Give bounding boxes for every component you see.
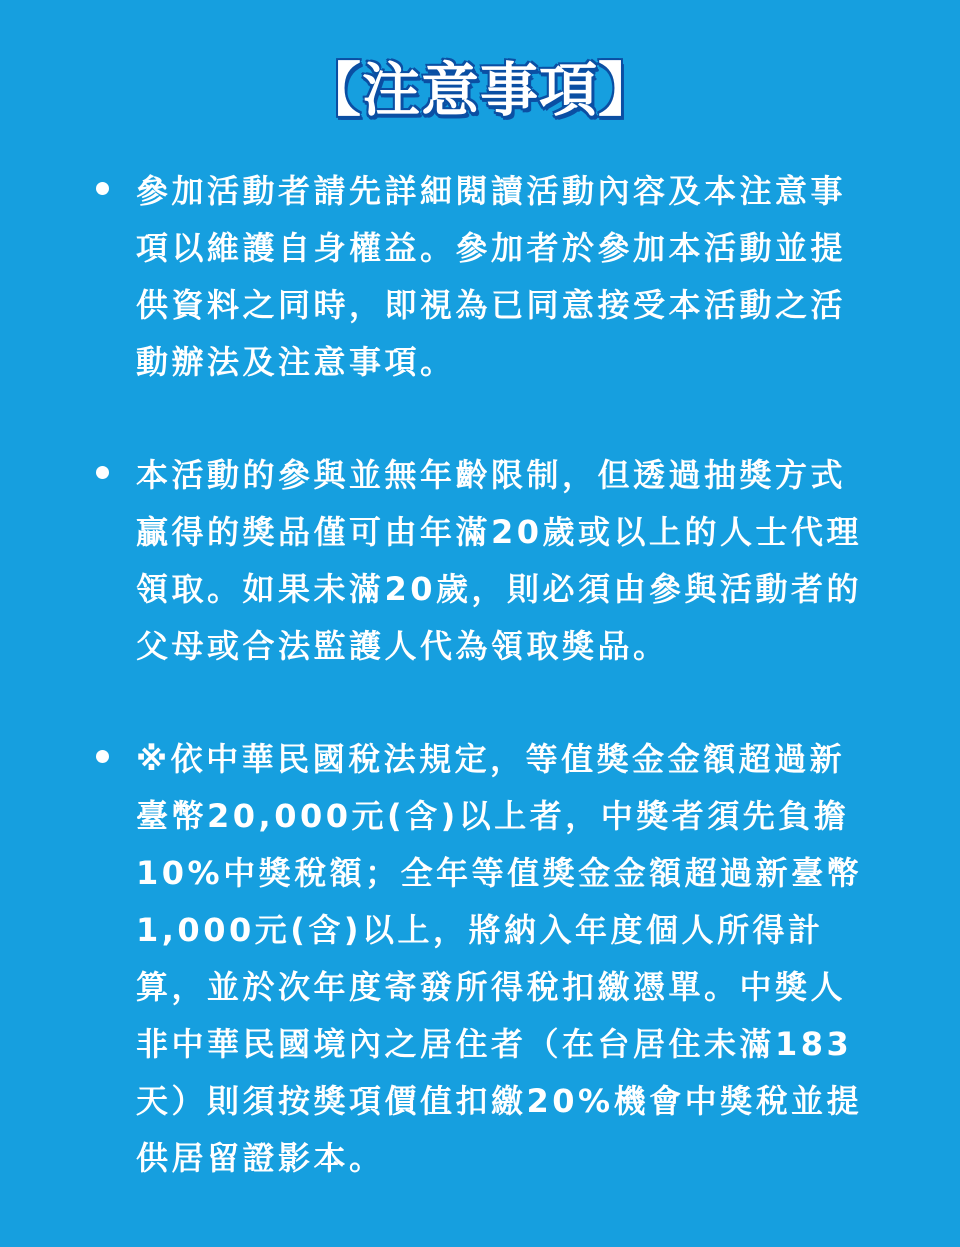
bullet-icon [96,750,109,763]
note-text: 本活動的參與並無年齡限制，但透過抽獎方式贏得的獎品僅可由年滿20歲或以上的人士代理領取。如果未滿20歲，則必須由參與活動者的父母或合法監護人代為領取獎品。 [136,456,863,665]
page-title: 【注意事項】 [302,56,657,124]
note-text: ※依中華民國稅法規定，等值獎金金額超過新臺幣20,000元(含)以上者，中獎者須先負擔10%中獎稅額；全年等值獎金金額超過新臺幣1,000元(含)以上，將納入年度個人所得計算，並於次年度寄發所得稅扣繳憑單。中獎人非中華民國境內之居住者（在台居住未滿183天）則須按獎項價值扣繳20%機會中獎稅並提供居留證影本。 [136,740,863,1177]
note-item [86,731,876,1187]
bullet-icon [96,182,109,195]
bullet-icon [96,466,109,479]
note-item [86,447,876,675]
notes-list [86,163,876,1243]
note-text: 參加活動者請先詳細閱讀活動內容及本注意事項以維護自身權益。參加者於參加本活動並提供資料之同時，即視為已同意接受本活動之活動辦法及注意事項。 [136,172,847,381]
note-item [86,163,876,391]
title-container [0,50,960,130]
